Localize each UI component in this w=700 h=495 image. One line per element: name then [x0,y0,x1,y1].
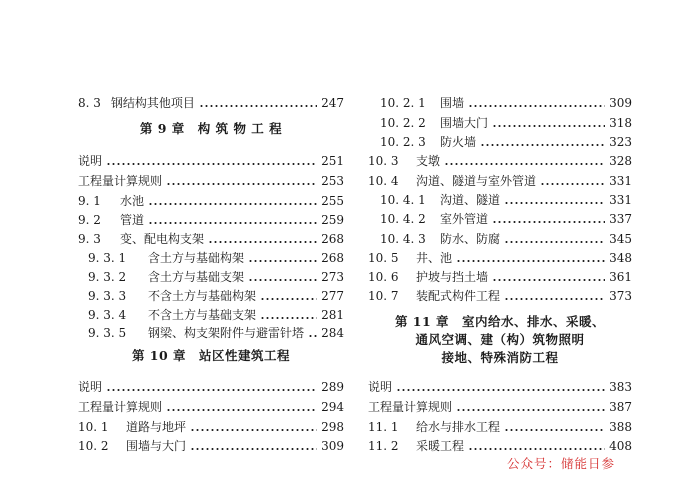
entry-page: 337 [609,212,632,226]
entry-number: 9. 3. 3 [88,289,127,303]
leader-dots [456,260,605,262]
toc-entry [88,304,344,322]
entry-title: 工程量计算规则 [78,174,163,188]
leader-dots [504,429,605,431]
entry-title: 不含土方与基础支架 [148,308,257,322]
leader-dots [148,222,317,224]
entry-number: 10. 2. 2 [380,116,426,130]
entry-page: 318 [609,116,632,130]
toc-entry [368,170,632,188]
entry-title: 防水、防腐 [440,232,501,246]
entry-page: 408 [609,439,632,453]
leader-dots [504,241,605,243]
toc-entry [368,247,632,265]
leader-dots [468,105,605,107]
entry-page: 387 [609,400,632,414]
entry-number: 10. 4. 2 [380,212,426,226]
entry-title: 防火墙 [440,135,477,149]
entry-title: 工程量计算规则 [368,400,453,414]
entry-title: 支墩 [416,154,441,168]
leader-dots [248,260,317,262]
entry-title: 管道 [120,213,145,227]
entry-number: 10. 7 [368,289,399,303]
entry-title: 变、配电构支架 [120,232,205,246]
toc-entry [78,209,344,227]
entry-page: 289 [321,380,344,394]
entry-page: 277 [321,289,344,303]
entry-number: 11. 2 [368,439,399,453]
entry-number: 9. 3 [78,232,101,246]
entry-page: 259 [321,213,344,227]
entry-number: 9. 2 [78,213,101,227]
toc-entry [380,92,632,110]
entry-page: 328 [609,154,632,168]
toc-entry [78,396,344,414]
leader-dots [540,183,605,185]
entry-page: 348 [609,251,632,265]
entry-page: 388 [609,420,632,434]
entry-title: 护坡与挡土墙 [416,270,489,284]
entry-title: 含土方与基础构架 [148,251,245,265]
entry-page: 253 [321,174,344,188]
entry-page: 361 [609,270,632,284]
chapter-11-heading-line-1: 第 11 章 室内给水、排水、采暖、 [394,314,606,329]
entry-title: 沟道、隧道 [440,193,501,207]
toc-entry [78,435,344,453]
entry-page: 373 [609,289,632,303]
entry-number: 10. 1 [78,420,109,434]
leader-dots [166,183,317,185]
entry-number: 10. 3 [368,154,399,168]
entry-number: 10. 4. 1 [380,193,426,207]
leader-dots [492,125,605,127]
entry-number: 9. 3. 5 [88,326,127,340]
entry-number: 10. 5 [368,251,399,265]
entry-page: 273 [321,270,344,284]
leader-dots [308,335,317,337]
entry-page: 281 [321,308,344,322]
leader-dots [492,221,605,223]
entry-page: 331 [609,174,632,188]
entry-title: 钢结构其他项目 [110,96,195,110]
entry-title: 围墙 [440,96,465,110]
entry-number: 10. 6 [368,270,399,284]
leader-dots [106,389,317,391]
entry-number: 11. 1 [368,420,399,434]
entry-page: 247 [321,96,344,110]
toc-entry [380,208,632,226]
chapter-9-heading: 第 9 章 构 筑 物 工 程 [139,121,283,136]
leader-dots [504,298,605,300]
entry-number: 9. 3. 4 [88,308,127,322]
toc-entry [380,228,632,246]
entry-title: 说明 [368,380,393,394]
entry-title: 装配式构件工程 [416,289,501,303]
entry-page: 268 [321,232,344,246]
leader-dots [504,202,605,204]
entry-title: 采暖工程 [416,439,465,453]
entry-page: 309 [609,96,632,110]
toc-entry [368,435,632,453]
leader-dots [190,448,317,450]
entry-title: 室外管道 [440,212,489,226]
entry-title: 井、池 [416,251,453,265]
entry-title: 围墙大门 [440,116,489,130]
entry-number: 10. 2. 3 [380,135,426,149]
entry-page: 331 [609,193,632,207]
toc-entry [368,150,632,168]
leader-dots [199,105,317,107]
leader-dots [148,203,317,205]
entry-page: 294 [321,400,344,414]
entry-page: 251 [321,154,344,168]
leader-dots [492,279,605,281]
entry-title: 沟道、隧道与室外管道 [416,174,537,188]
entry-number: 8. 3 [78,96,101,110]
toc-entry [380,131,632,149]
leader-dots [456,409,605,411]
entry-page: 298 [321,420,344,434]
entry-title: 水池 [120,194,145,208]
toc-entry [368,266,632,284]
entry-title: 说明 [78,380,103,394]
entry-title: 道路与地坪 [126,420,187,434]
entry-title: 说明 [78,154,103,168]
chapter-11-heading-line-2: 通风空调、建（构）筑物照明 [415,332,585,347]
toc-entry [368,396,632,414]
toc-entry [88,247,344,265]
toc-entry [368,416,632,434]
entry-page: 323 [609,135,632,149]
toc-entry [78,150,344,168]
entry-number: 10. 2. 1 [380,96,426,110]
chapter-11-heading-line-3: 接地、特殊消防工程 [441,350,559,365]
leader-dots [444,163,605,165]
entry-number: 10. 4. 3 [380,232,426,246]
leader-dots [480,144,605,146]
entry-number: 9. 3. 1 [88,251,127,265]
toc-entry [78,92,344,110]
leader-dots [208,241,317,243]
entry-page: 309 [321,439,344,453]
wechat-account-watermark: 公众号：储能日参 [507,456,616,471]
entry-number: 9. 3. 2 [88,270,127,284]
leader-dots [396,389,605,391]
entry-page: 383 [609,380,632,394]
toc-entry [78,416,344,434]
entry-page: 345 [609,232,632,246]
toc-entry [380,112,632,130]
entry-number: 9. 1 [78,194,101,208]
entry-title: 钢梁、构支架附件与避雷针塔 [148,326,305,340]
toc-entry [380,189,632,207]
entry-page: 284 [321,326,344,340]
leader-dots [260,317,317,319]
leader-dots [260,298,317,300]
entry-title: 工程量计算规则 [78,400,163,414]
toc-entry [88,285,344,303]
entry-page: 268 [321,251,344,265]
entry-title: 不含土方与基础构架 [148,289,257,303]
leader-dots [468,448,605,450]
toc-entry [78,376,344,394]
toc-entry [78,170,344,188]
chapter-10-heading: 第 10 章 站区性建筑工程 [131,348,291,363]
entry-title: 给水与排水工程 [416,420,501,434]
toc-entry [368,285,632,303]
entry-number: 10. 4 [368,174,399,188]
entry-page: 255 [321,194,344,208]
toc-entry [88,322,344,340]
leader-dots [248,279,317,281]
leader-dots [106,163,317,165]
toc-entry [78,228,344,246]
leader-dots [166,409,317,411]
entry-title: 含土方与基础支架 [148,270,245,284]
toc-entry [368,376,632,394]
toc-entry [88,266,344,284]
entry-number: 10. 2 [78,439,109,453]
leader-dots [190,429,317,431]
toc-entry [78,190,344,208]
entry-title: 围墙与大门 [126,439,187,453]
